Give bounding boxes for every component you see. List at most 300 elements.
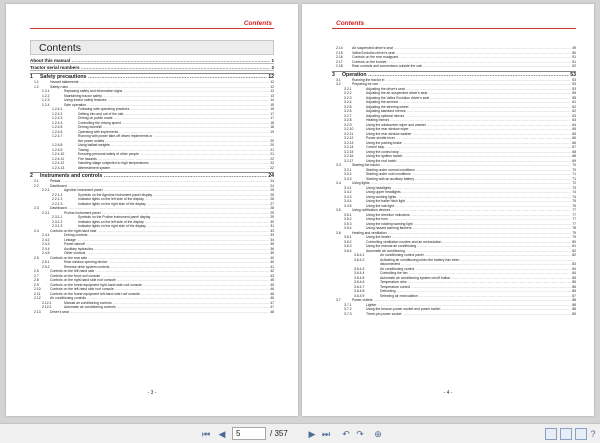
toc-entry-title: Reverse drive system controls ..... <box>64 265 269 270</box>
toc-entry-page: 66 <box>572 136 576 140</box>
save-icon[interactable] <box>560 428 572 440</box>
print-icon[interactable] <box>545 428 557 440</box>
toc-entry-page: 62 <box>572 104 576 109</box>
toc-entry-number: 3.2.11 <box>344 131 354 136</box>
toc-entry-title: Controlling the driving speed ..... <box>78 121 269 126</box>
toc-entry-number: 1.2.4.11 <box>52 156 65 161</box>
toc-entry-page: 88 <box>572 307 576 311</box>
help-icon[interactable]: ? <box>590 429 596 439</box>
toc-entry-number: 2.9 <box>34 282 39 287</box>
toc-entry-title: Using the trailer hitch light ..... <box>366 199 571 204</box>
toc-entry-page: 68 <box>572 149 576 154</box>
toc-entry-title: Using notification devices ..... <box>352 208 571 213</box>
toc-entry-title: Controls on the left-hand side ..... <box>50 269 269 274</box>
toc-entry-page: 28 <box>270 206 274 210</box>
toc-entry-page: 12 <box>270 80 274 84</box>
toc-entry-page: 88 <box>572 302 576 307</box>
header-rule <box>332 28 576 29</box>
toc-list <box>332 46 576 316</box>
toc-entry-title: Using lights ..... <box>352 181 571 186</box>
toc-entry-title: Using ballast weights ..... <box>78 143 269 148</box>
toc-entry-number: 2.13 <box>34 309 41 314</box>
toc-entry-page: 24 <box>268 173 274 179</box>
toc-entry-page: 75 <box>572 203 576 208</box>
toc-entry-page: 1 <box>271 58 274 63</box>
toc-entry-page: 74 <box>572 194 576 199</box>
page-total: / 357 <box>270 429 288 438</box>
toc-entry-page: 85 <box>572 280 576 284</box>
toc-entry-page: 21 <box>270 152 274 156</box>
toc-entry-number: 2.3.1 <box>42 210 50 215</box>
toc-entry-number: 3.5.2 <box>344 217 352 221</box>
toc-entry-page: 50 <box>572 50 576 55</box>
toc-entry-number: 3.2.12 <box>344 136 354 140</box>
toc-entry-title: Agroline instrument panel ..... <box>64 188 269 193</box>
toc-entry-title: Using the control stop ..... <box>366 150 571 155</box>
toc-entry-page: 22 <box>270 156 274 161</box>
toc-entry-number: 3.2.6 <box>344 109 352 113</box>
toc-entry-page: 43 <box>270 273 274 278</box>
toc-entry-number: 3 <box>332 71 335 78</box>
toc-entry-number: 2.4.5 <box>42 251 50 255</box>
page-folio: - 4 - <box>443 390 453 396</box>
toc-entry-number: 3.4.5 <box>344 203 352 208</box>
toc-entry-number: 3.1 <box>336 77 341 82</box>
toc-entry-title: Air conditioning controls ..... <box>50 296 269 301</box>
toc-entry-title: Controls on the rear mudguard ..... <box>352 55 571 60</box>
toc-entry-title: Adjusting optional mirrors ..... <box>366 114 571 119</box>
page-folio: - 3 - <box>147 390 157 396</box>
toc-entry-page: 78 <box>572 226 576 230</box>
toc-entry-page: 55 <box>572 91 576 95</box>
toc-entry-page: 15 <box>270 107 274 111</box>
toc-entry[interactable] <box>30 58 274 64</box>
toc-entry-number: 3.2.14 <box>344 145 354 149</box>
toc-entry-title: Adjusting standard mirrors ..... <box>366 109 571 114</box>
toc-entry-number: 2.3.1.3 <box>52 224 63 228</box>
toc-entry-page: 13 <box>270 93 274 98</box>
toc-entry-page: 63 <box>572 118 576 122</box>
toc-entry-title: Instruments and controls ..... <box>40 173 267 179</box>
toc-entry-title: Heating and ventilation ..... <box>352 231 571 236</box>
toc-entry-page: 70 <box>572 167 576 172</box>
toc-entry-page: 65 <box>572 127 576 131</box>
toc-entry-page: 87 <box>572 293 576 298</box>
toc-entry-title: Using the windscreen wiper and washer ..... <box>366 123 571 128</box>
toc-entry-page: 68 <box>572 154 576 158</box>
toc-entry-page: 45 <box>270 278 274 282</box>
toc-entry-number: 3.6.2 <box>344 239 352 244</box>
toc-entry[interactable] <box>30 310 274 315</box>
toc-entry-number: 1.2.2 <box>42 93 50 98</box>
toc-entry-number: 1.2.3 <box>42 98 50 102</box>
toc-entry-number: 3.5.4 <box>344 226 352 230</box>
toc-entry-page: 47 <box>270 305 274 309</box>
toc-entry-title: Symbols on the Agroline instrument panel display ..... <box>78 193 269 198</box>
toc-entry-title: Controlling ventilation nozzles and air recirculation ..... <box>366 240 571 245</box>
toc-entry-number: 2.3.1.1 <box>52 215 63 219</box>
toc-entry-number: 1.2.4 <box>42 102 50 107</box>
toc-entry-title: Starting the tractor ..... <box>352 163 571 168</box>
toc-entry-page: 88 <box>572 298 576 302</box>
toc-entry-number: 2.2 <box>34 183 39 188</box>
toc-entry-page: 18 <box>270 120 274 125</box>
toc-entry-page: 40 <box>270 255 274 260</box>
toc-entry-page: 22 <box>270 165 274 170</box>
toc-entry-number: 3.4.2 <box>344 190 352 194</box>
toc-entry-number: 2.3.1.2 <box>52 219 63 224</box>
toc-entry-page: 77 <box>572 208 576 212</box>
toc-entry-page: 52 <box>572 64 576 68</box>
toc-entry-title: Running the tractor in ..... <box>352 78 571 83</box>
toc-entry-title: Temperature view ..... <box>380 280 571 285</box>
toc-entry-page: 26 <box>270 197 274 201</box>
toc-entry-title: Other controls ..... <box>64 251 269 256</box>
toc-entry-title: Controls on the front roof console ..... <box>50 274 269 279</box>
toc-entry-title: Preparing for use ..... <box>352 82 571 87</box>
toc-entry-number: 3.6.4.1 <box>354 253 365 257</box>
toc-entry-number: 2.12 <box>34 296 41 300</box>
toc-entry-title: Automatic air conditioning ..... <box>366 249 571 254</box>
toc-entry-number: 3.3.2 <box>344 172 352 176</box>
toc-entry-title: Using the roof hatch ..... <box>366 159 571 164</box>
toc-entry-page: 79 <box>572 230 576 235</box>
toc-entry-number: 3.2.17 <box>344 158 354 163</box>
toc-entry-page: 77 <box>572 221 576 226</box>
toc-entry-number: 3.3 <box>336 163 341 167</box>
toc-entry-number: 3.2.15 <box>344 149 354 154</box>
toc-entry[interactable] <box>30 73 274 80</box>
running-header: Contents <box>243 20 272 27</box>
toc-entry-title: Fire hazards ..... <box>78 157 269 162</box>
toc-entry-title: Power outlets ..... <box>352 298 571 303</box>
toc-entry-number: 3.2.5 <box>344 104 352 109</box>
toc-entry-page: 48 <box>270 309 274 314</box>
toc-entry-number: 3.4.4 <box>344 199 352 203</box>
toc-entry-title: Using the horn ..... <box>366 217 571 222</box>
toc-entry-title: Using the direction indicators ..... <box>366 213 571 218</box>
next-page-icon[interactable]: ▶ <box>308 429 316 439</box>
toc-entry-number: 2.15 <box>336 50 343 55</box>
toc-entry-title: Automatic air conditioning system on/off button ..... <box>380 276 571 281</box>
toc-entry-number: 2.8 <box>34 278 39 282</box>
prev-page-icon[interactable]: ◀ <box>218 429 226 439</box>
header-rule <box>30 28 274 29</box>
toc-entry-number: 3.7.3 <box>344 311 352 316</box>
toc-entry-number: 2.12.1 <box>42 300 52 305</box>
toc-entry-number: 3.2.1 <box>344 86 352 91</box>
toc-entry-number: 1.2.4.2 <box>52 111 63 116</box>
toc-entry-title: Tractor serial numbers ..... <box>30 65 270 70</box>
toc-entry-page: 46 <box>270 287 274 291</box>
toc-entry-page: 31 <box>270 224 274 228</box>
toc-entry-number: 1.2.4.5 <box>52 125 63 129</box>
toc-entry-page: 25 <box>270 192 274 197</box>
toc-entry[interactable] <box>30 166 274 171</box>
toc-entry-number: 2.3 <box>34 206 39 210</box>
toc-entry-title: Activating air conditioning when the battery has been ..... <box>380 258 575 263</box>
toc-entry-page: 12 <box>268 74 274 80</box>
toc-entry-title: live power outlets ..... <box>78 139 269 144</box>
toc-entry-number: 3.6.4.6 <box>354 280 365 284</box>
toc-entry-page: 84 <box>572 266 576 271</box>
toc-entry-number: 2.11 <box>34 291 41 296</box>
toc-entry-number: 3.2.7 <box>344 113 352 118</box>
toc-entry-title: Using the cab light ..... <box>366 204 571 209</box>
toc-entry-page: 40 <box>270 260 274 264</box>
toc-entry-title: Manual air conditioning controls ..... <box>64 301 269 306</box>
toc-entry[interactable] <box>332 64 576 69</box>
toc-entry-page: 53 <box>572 82 576 86</box>
toc-entry-page: 64 <box>572 122 576 127</box>
toc-entry-title: Indicator lights on the right side of the display ..... <box>78 224 269 229</box>
toc-entry-page: 71 <box>572 176 576 181</box>
toc-entry-number: 2.6 <box>34 269 39 273</box>
toc-entry-number: 3.6.4.3 <box>354 266 365 271</box>
toc-entry-number: 2.17 <box>336 59 343 64</box>
toc-entry-number: 3.4.3 <box>344 194 352 199</box>
toc-entry-page: 46 <box>270 291 274 296</box>
toc-entry-number: 3.5.3 <box>344 221 352 226</box>
toc-entry-title: Using the heater ..... <box>366 235 571 240</box>
toc-entry-title: Handling silage subjected to high temperatures ..... <box>78 161 269 166</box>
toc-entry-number: 3.6.4.2 <box>354 257 365 262</box>
toc-entry-title: Controlling the fan ..... <box>380 271 571 276</box>
toc-entry-page: 89 <box>572 311 576 316</box>
toc-entry-title: Afterreatment system ..... <box>78 166 269 171</box>
zoom-icon[interactable]: ⊕ <box>374 429 382 439</box>
page-number-input[interactable] <box>232 427 266 440</box>
toc-entry-page: 82 <box>572 253 576 257</box>
toc-entry-title: Towing ..... <box>78 148 269 153</box>
toc-entry-page: 33 <box>270 228 274 233</box>
toc-entry-title: Temperature control ..... <box>380 285 571 290</box>
toc-entry-number: 3.6.4.8 <box>354 289 365 293</box>
toc-entry-title: Valtra Evolution driver's seat ..... <box>352 51 571 56</box>
toc-entry-title: Operating with implements ..... <box>78 130 269 135</box>
toc-entry-number: 3.2.8 <box>344 118 352 122</box>
toc-entry-title: Dashboard ..... <box>50 184 269 189</box>
toc-entry-title: Replacing safety and information signs ..... <box>64 89 269 94</box>
toc-entry-number: 3.3.1 <box>344 167 352 172</box>
toc-entry-number: 2.5.2 <box>42 264 50 269</box>
toc-entry-title: Driver's seat ..... <box>50 310 269 315</box>
toc-entry-title: Three-pin power socket ..... <box>366 312 571 317</box>
toc-entry-number: 3.6.4.7 <box>354 284 365 289</box>
toc-entry-title: Adjusting the Valtra Evolution driver's seat ..... <box>366 96 571 101</box>
toc-entry-number: 2 <box>30 173 33 179</box>
toc-entry-title: disconnected ..... <box>380 262 571 267</box>
toc-entry-title: Indicator lights on the left side of the display ..... <box>78 220 269 225</box>
toc-entry-number: 1.2.4.12 <box>52 161 65 165</box>
toc-entry-page: 75 <box>572 199 576 203</box>
toc-entry-title: Using the rear window washer ..... <box>366 132 571 137</box>
toc-entry-title: Getting into and out of the cab ..... <box>78 112 269 117</box>
toc-entry[interactable] <box>30 65 274 71</box>
toc-entry-number: 1.2.4.8 <box>52 143 63 147</box>
toc-entry-number: 3.3.3 <box>344 176 352 181</box>
toc-entry-number: 3.2.4 <box>344 100 352 104</box>
toc-entry-page: 14 <box>270 98 274 102</box>
toc-entry-number: 3.6 <box>336 230 341 235</box>
toc-entry-page: 41 <box>270 264 274 269</box>
toc-entry-page: 20 <box>270 138 274 143</box>
toc-entry-page: 29 <box>270 210 274 215</box>
toc-entry-title: Controls on the forest equipment right-hand side roof console ..... <box>50 283 269 288</box>
toc-entry-page: 47 <box>270 300 274 305</box>
toc-entry-page: 51 <box>572 55 576 59</box>
toc-entry-title: Driving downhill ..... <box>78 125 269 130</box>
toc-entry-page: 20 <box>270 143 274 147</box>
toc-entry-page: 66 <box>572 140 576 145</box>
toc-entry-number: 2.4.4 <box>42 246 50 251</box>
toc-entry-title: Indicator lights on the right side of the display ..... <box>78 202 269 207</box>
forward-icon[interactable]: ↷ <box>356 429 364 439</box>
toc-entry-number: 2.18 <box>336 64 343 68</box>
toc-entry-page: 77 <box>572 217 576 221</box>
toc-entry-title: Safe operation ..... <box>64 103 269 108</box>
toc-entry-page: 82 <box>572 248 576 253</box>
page-3 <box>6 4 298 416</box>
toc-entry-title: Following safe operating practices ..... <box>78 107 269 112</box>
toc-entry-title: Adjusting the driver's seat ..... <box>366 87 571 92</box>
toc-entry[interactable] <box>332 71 576 78</box>
toc-entry-title: Using working lights ..... <box>366 195 571 200</box>
toc-entry-number: 1.2.4.7 <box>52 134 63 138</box>
toc-entry-title: Lighter ..... <box>366 303 571 308</box>
toc-entry-page: 79 <box>572 235 576 239</box>
toc-entry-title: Operation ..... <box>342 72 569 78</box>
toc-entry-title: Adjusting the steering wheel ..... <box>366 105 571 110</box>
toc-entry-page: 25 <box>270 188 274 192</box>
toc-entry-title: Controls on the bonnet ..... <box>352 60 571 65</box>
toc-entry-number: 3.7 <box>336 298 341 302</box>
toc-entry-number: 2.4.3 <box>42 242 50 246</box>
toc-entry-page: 29 <box>270 215 274 219</box>
toc-entry-page: 67 <box>572 145 576 149</box>
toc-entry-page: 15 <box>270 102 274 107</box>
toc-entry-title: Using the rotating warning light ..... <box>366 222 571 227</box>
toc-entry-number: 3.6.4.4 <box>354 271 365 275</box>
toc-entry-page: 80 <box>572 239 576 244</box>
toc-entry-number: 3.6.3 <box>344 244 352 248</box>
toc-entry-title: Air conditioning control ..... <box>380 267 571 272</box>
toc-entry-page: 17 <box>270 111 274 116</box>
toc-entry-page: 42 <box>270 269 274 273</box>
toc-entry-number: 1.2.4.9 <box>52 147 63 152</box>
toc-entry-number: 2.2.1.1 <box>52 192 63 197</box>
toc-entry-page: 45 <box>270 282 274 287</box>
first-page-icon[interactable]: ⏮ <box>201 429 211 439</box>
toc-entry-number: 2.5.1 <box>42 260 50 264</box>
toc-entry-title: Using tractor safety features ..... <box>64 98 269 103</box>
toc-entry-number: 2.2.1 <box>42 188 50 192</box>
toc-entry-number: 3.6.4.9 <box>354 293 365 298</box>
contents-heading: Contents <box>39 42 82 54</box>
toc-entry-page: 24 <box>270 183 274 188</box>
toc-entry-page: 73 <box>572 185 576 190</box>
toc-entry-title: Using upper headlights ..... <box>366 190 571 195</box>
toc-entry-title: Heating mirrors ..... <box>366 118 571 123</box>
toc-entry-title: Using the parking brake ..... <box>366 141 571 146</box>
toc-entry-page: 19 <box>270 129 274 134</box>
toc-entry-page: 71 <box>572 172 576 176</box>
toc-entry-page: 30 <box>270 219 274 224</box>
toc-entry-title: Symbols on the Proline instrument panel display ..... <box>78 215 269 220</box>
toc-entry-title: Rear controls and connections outside the cab ..... <box>352 64 571 69</box>
toc-entry-title: Automatic air conditioning controls ..... <box>64 305 269 310</box>
toc-entry[interactable] <box>332 312 576 317</box>
toc-entry-page: 21 <box>270 147 274 152</box>
toc-entry-title: Maintaining tractor safety ..... <box>64 94 269 99</box>
toc-entry-page: 69 <box>572 158 576 163</box>
toc-entry-title: Using headlights ..... <box>366 186 571 191</box>
toc-entry-page: 85 <box>572 275 576 280</box>
toc-entry-number: 2.5 <box>34 255 39 260</box>
toc-entry-page: 18 <box>270 125 274 129</box>
toc-entry-title: Starting under cold conditions ..... <box>366 172 571 177</box>
toc-entry-title: Starting under normal conditions ..... <box>366 168 571 173</box>
toc-entry-title: Driving controls ..... <box>64 233 269 238</box>
toc-entry-number: 3.2.9 <box>344 122 352 127</box>
toc-entry-number: 3.6.4.5 <box>354 275 365 280</box>
toc-entry-page: 2 <box>271 65 274 70</box>
toc-entry-number: 3.2 <box>336 82 341 86</box>
toc-entry-number: 2.1 <box>34 179 39 183</box>
toc-entry-page: 12 <box>270 89 274 93</box>
toc-entry-title: Using the beacon power socket and power switch ..... <box>366 307 571 312</box>
toc-entry-page: 83 <box>572 262 576 266</box>
toc-entry-title: Using hazard warning flashers ..... <box>366 226 571 231</box>
toc-entry-title: Auxiliary hydraulics ..... <box>64 247 269 252</box>
toc-entry-page: 74 <box>572 190 576 194</box>
toc-entry-page: 84 <box>572 271 576 275</box>
toc-entry-title: Driving on public roads ..... <box>78 116 269 121</box>
toc-entry-number: 3.6.1 <box>344 235 352 239</box>
toc-entry-page: 34 <box>270 237 274 242</box>
settings-icon[interactable] <box>575 428 587 440</box>
toc-entry-page: 72 <box>572 181 576 185</box>
toc-entry-number: 3.2.13 <box>344 140 354 145</box>
toc-entry-title: Safety precautions ..... <box>40 74 267 80</box>
toc-entry-title: Starting with an auxiliary battery ..... <box>366 177 571 182</box>
toc-entry-title: Running with power take-off driven implements or ..... <box>78 134 273 139</box>
toc-entry-page: 12 <box>270 84 274 89</box>
toc-entry-page: 35 <box>270 242 274 246</box>
toc-entry-page: 36 <box>270 246 274 251</box>
toc-entry-page: 17 <box>270 116 274 120</box>
toc-entry-number: 3.6.4 <box>344 248 352 253</box>
last-page-icon[interactable]: ⏭ <box>321 429 331 439</box>
toc-entry-number: 2.4.2 <box>42 237 50 242</box>
toc-entry-number: 3.5 <box>336 208 341 212</box>
toc-entry[interactable] <box>30 172 274 179</box>
toc-entry-number: 1.2.4.6 <box>52 129 63 134</box>
toc-entry-page: 46 <box>270 296 274 300</box>
toc-entry-title: Indicator lights on the left side of the display ..... <box>78 197 269 202</box>
toc-entry-page: 81 <box>572 244 576 248</box>
toc-entry-number: 2.16 <box>336 55 343 59</box>
toc-entry-title: Ensuring personal safety of other people ..... <box>78 152 269 157</box>
toc-entry-page: 22 <box>270 161 274 165</box>
toc-entry-number: 1.2.4.10 <box>52 152 65 156</box>
back-icon[interactable]: ↶ <box>342 429 350 439</box>
toc-entry-page: 65 <box>572 131 576 136</box>
toc-entry-title: Power shuttle lever ..... <box>366 136 571 141</box>
toc-entry-title: Controls on the right-hand side roof console ..... <box>50 278 269 283</box>
toc-entry-page: 86 <box>572 289 576 293</box>
toc-entry-title: Using the manual air conditioning ..... <box>366 244 571 249</box>
